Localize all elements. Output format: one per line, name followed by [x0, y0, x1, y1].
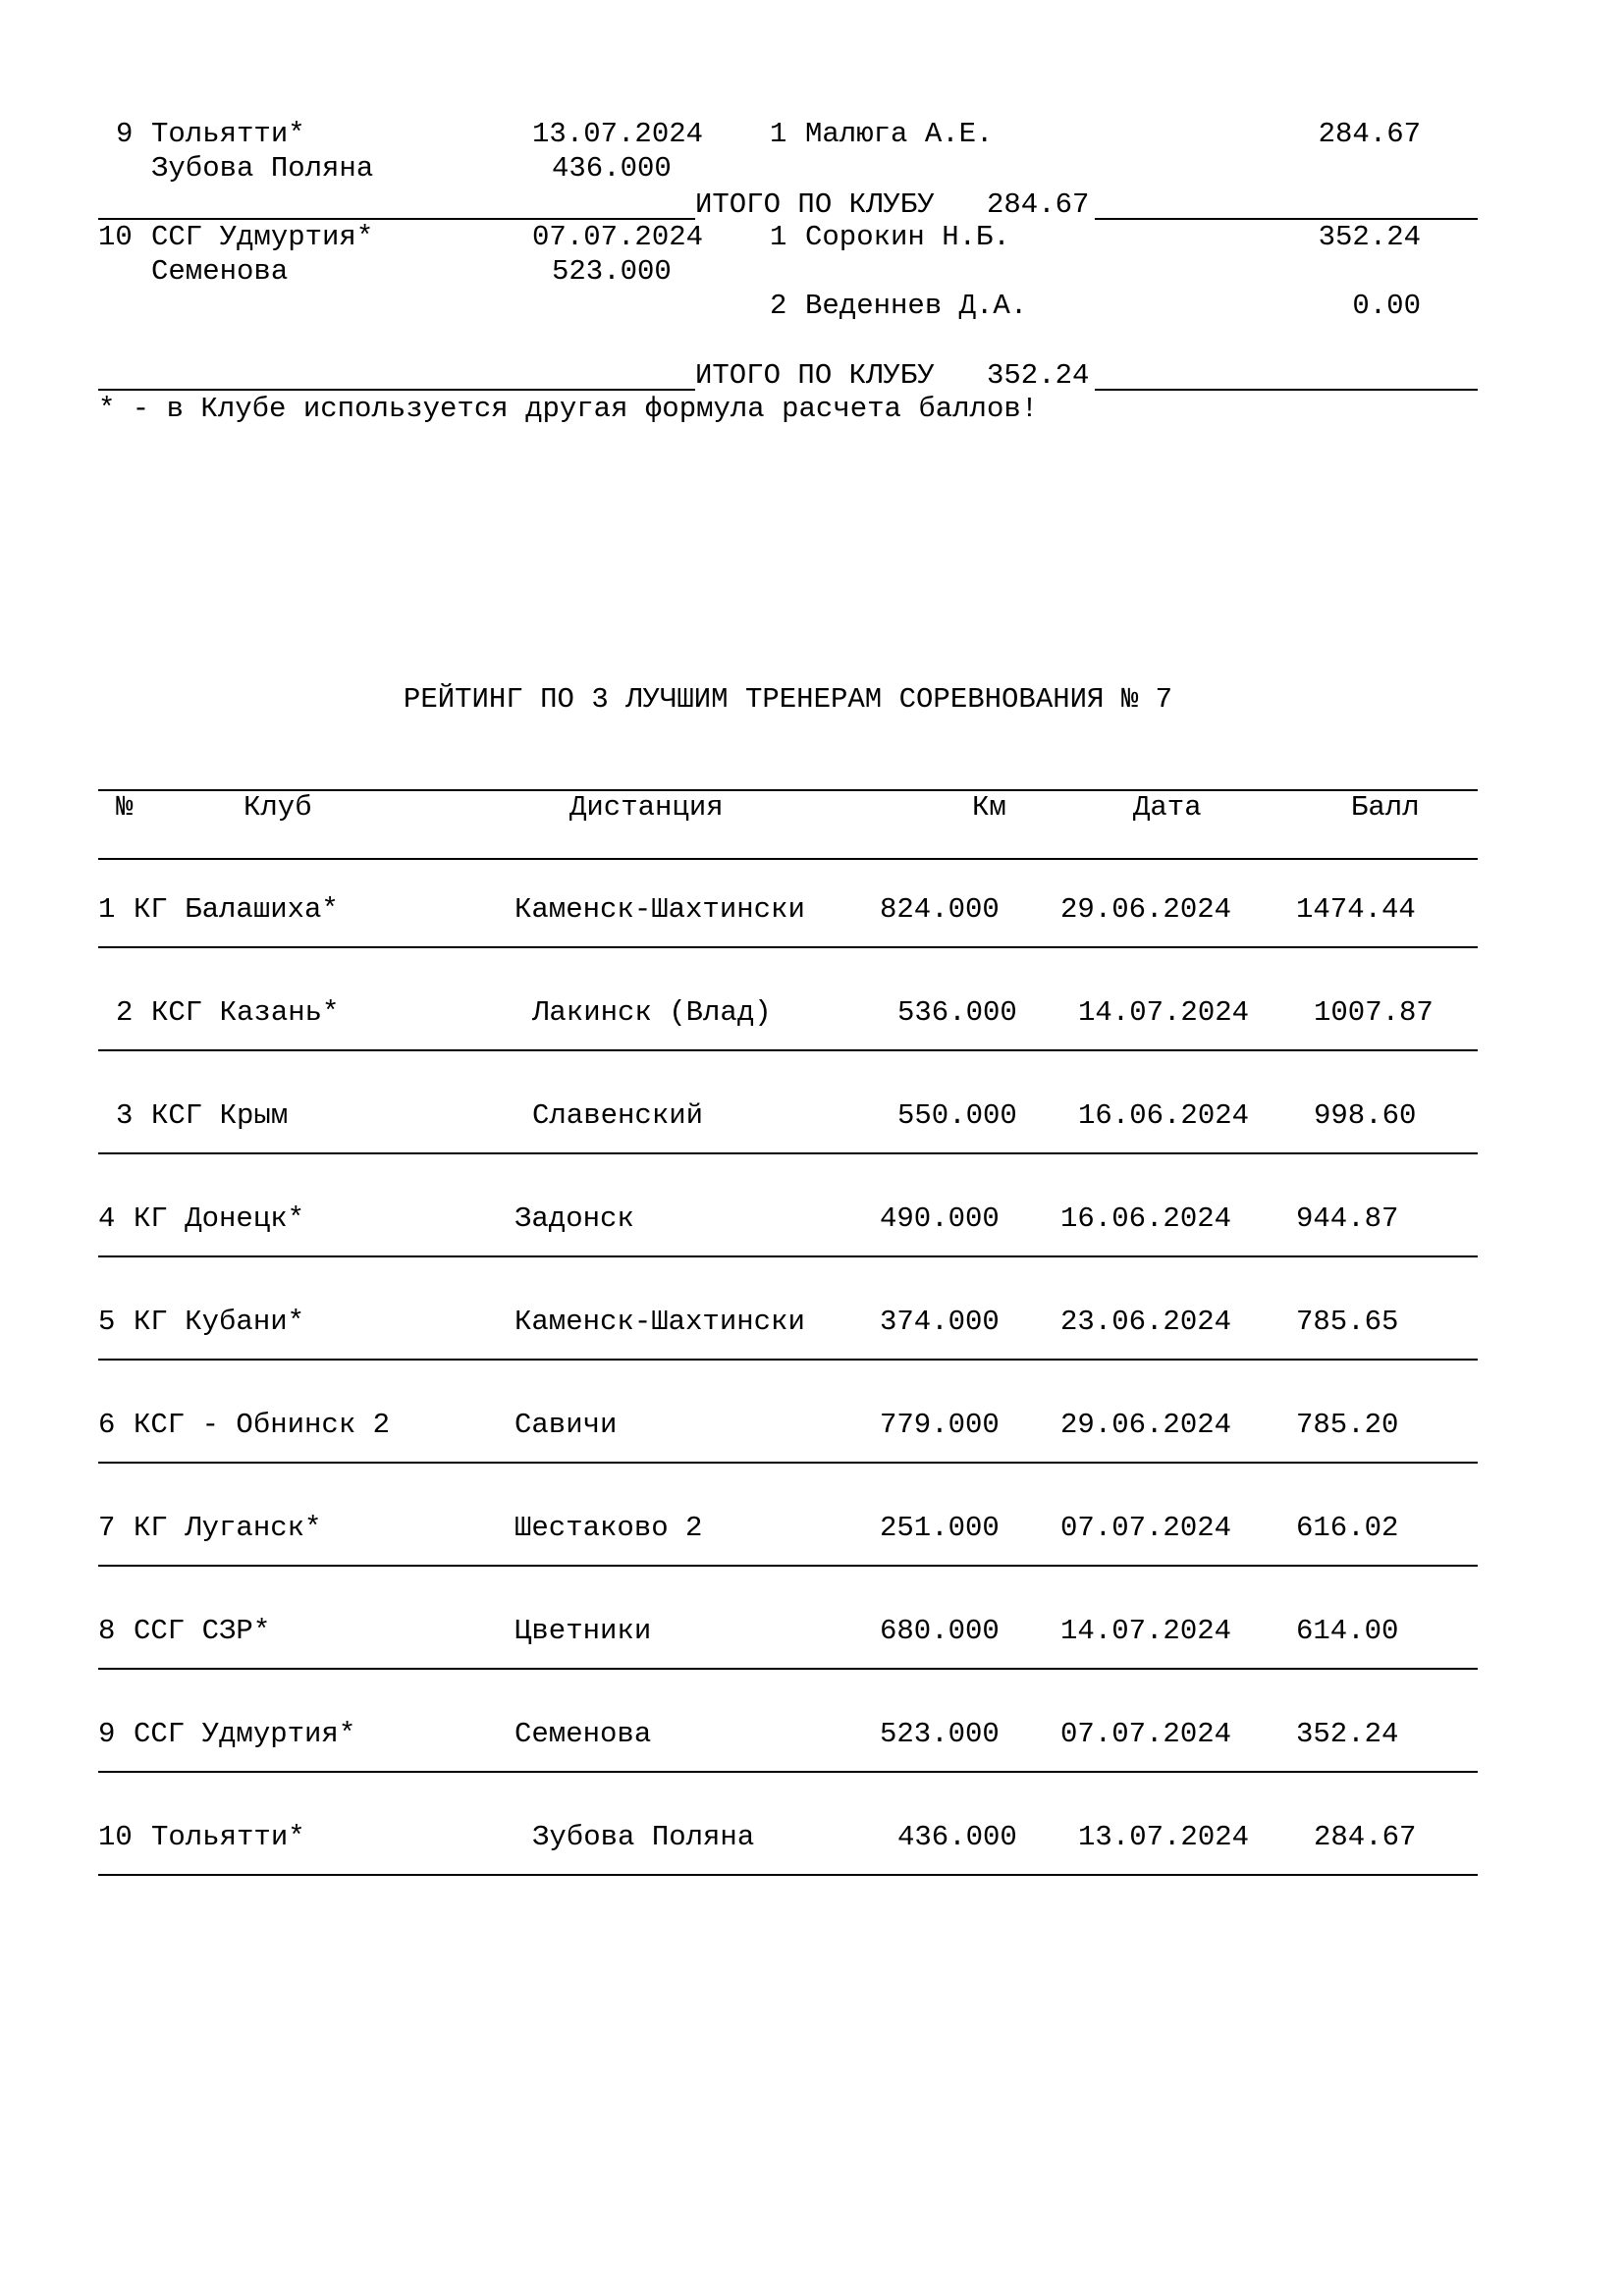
row-date: 16.06.2024: [1078, 1099, 1250, 1132]
club-km: 436.000: [552, 152, 672, 185]
row-num: 9: [98, 1718, 116, 1750]
row-date: 14.07.2024: [1078, 996, 1250, 1029]
row-date: 07.07.2024: [1060, 1512, 1232, 1544]
divider: [1095, 218, 1478, 220]
row-distance: Цветники: [514, 1615, 652, 1647]
row-score: 284.67: [1314, 1821, 1417, 1853]
row-km: 680.000: [880, 1615, 1000, 1647]
row-km: 550.000: [897, 1099, 1017, 1132]
row-score: 352.24: [1296, 1718, 1399, 1750]
row-club: ССГ Удмуртия*: [134, 1718, 356, 1750]
coach-rank: 1: [770, 118, 787, 150]
club-date: 13.07.2024: [532, 118, 704, 150]
row-distance: Каменск-Шахтински: [514, 893, 805, 926]
row-num: 1: [98, 893, 116, 926]
row-km: 824.000: [880, 893, 1000, 926]
header-distance: Дистанция: [569, 791, 724, 824]
row-club: КГ Балашиха*: [134, 893, 339, 926]
coach-rank: 2: [770, 290, 787, 322]
club-place: Семенова: [151, 255, 289, 288]
row-distance: Лакинск (Влад): [532, 996, 772, 1029]
row-club: Тольятти*: [151, 1821, 305, 1853]
row-km: 779.000: [880, 1409, 1000, 1441]
club-date: 07.07.2024: [532, 221, 704, 253]
row-club: КСГ Казань*: [151, 996, 340, 1029]
row-km: 374.000: [880, 1306, 1000, 1338]
row-num: 8: [98, 1615, 116, 1647]
footnote: * - в Клубе используется другая формула расчета баллов!: [98, 393, 1039, 425]
row-distance: Шестаково 2: [514, 1512, 703, 1544]
row-score: 785.20: [1296, 1409, 1399, 1441]
row-divider: [98, 1462, 1478, 1464]
row-num: 5: [98, 1306, 116, 1338]
row-club: КСГ - Обнинск 2: [134, 1409, 391, 1441]
row-distance: Зубова Поляна: [532, 1821, 755, 1853]
row-divider: [98, 1152, 1478, 1154]
header-bottom-border: [98, 858, 1478, 860]
row-distance: Каменск-Шахтински: [514, 1306, 805, 1338]
header-num: №: [116, 791, 134, 824]
row-distance: Савичи: [514, 1409, 618, 1441]
club-total-label: ИТОГО ПО КЛУБУ: [695, 359, 935, 392]
row-score: 944.87: [1296, 1202, 1399, 1235]
row-date: 16.06.2024: [1060, 1202, 1232, 1235]
divider: [98, 218, 695, 220]
row-divider: [98, 946, 1478, 948]
coach-rank: 1: [770, 221, 787, 253]
row-distance: Славенский: [532, 1099, 704, 1132]
row-score: 998.60: [1314, 1099, 1417, 1132]
row-date: 29.06.2024: [1060, 1409, 1232, 1441]
club-km: 523.000: [552, 255, 672, 288]
divider: [1095, 389, 1478, 391]
row-divider: [98, 1049, 1478, 1051]
row-distance: Семенова: [514, 1718, 652, 1750]
divider: [98, 389, 695, 391]
club-name: ССГ Удмуртия*: [151, 221, 374, 253]
coach-score: 352.24: [1318, 221, 1421, 253]
club-total-label: ИТОГО ПО КЛУБУ: [695, 188, 935, 221]
club-place: Зубова Поляна: [151, 152, 374, 185]
row-club: КГ Луганск*: [134, 1512, 322, 1544]
row-date: 14.07.2024: [1060, 1615, 1232, 1647]
row-num: 4: [98, 1202, 116, 1235]
row-club: КГ Донецк*: [134, 1202, 305, 1235]
row-km: 523.000: [880, 1718, 1000, 1750]
row-num: 2: [116, 996, 134, 1029]
coach-name: Веденнев Д.А.: [805, 290, 1028, 322]
header-km: Км: [972, 791, 1006, 824]
row-km: 251.000: [880, 1512, 1000, 1544]
row-club: ССГ СЗР*: [134, 1615, 271, 1647]
coach-name: Сорокин Н.Б.: [805, 221, 1010, 253]
club-total-value: 284.67: [987, 188, 1090, 221]
row-distance: Задонск: [514, 1202, 634, 1235]
row-divider: [98, 1565, 1478, 1567]
row-num: 6: [98, 1409, 116, 1441]
row-club: КГ Кубани*: [134, 1306, 305, 1338]
row-score: 1474.44: [1296, 893, 1416, 926]
row-km: 436.000: [897, 1821, 1017, 1853]
rating-title: РЕЙТИНГ ПО 3 ЛУЧШИМ ТРЕНЕРАМ СОРЕВНОВАНИЯ № 7: [403, 683, 1173, 716]
coach-score: 0.00: [1352, 290, 1421, 322]
row-date: 23.06.2024: [1060, 1306, 1232, 1338]
club-number: 10: [98, 221, 133, 253]
row-date: 13.07.2024: [1078, 1821, 1250, 1853]
row-divider: [98, 1255, 1478, 1257]
row-date: 07.07.2024: [1060, 1718, 1232, 1750]
row-divider: [98, 1359, 1478, 1361]
row-score: 614.00: [1296, 1615, 1399, 1647]
row-divider: [98, 1668, 1478, 1670]
row-divider: [98, 1771, 1478, 1773]
header-score: Балл: [1351, 791, 1420, 824]
row-num: 10: [98, 1821, 133, 1853]
club-number: 9: [116, 118, 134, 150]
row-score: 1007.87: [1314, 996, 1434, 1029]
row-km: 536.000: [897, 996, 1017, 1029]
club-total-value: 352.24: [987, 359, 1090, 392]
row-divider: [98, 1874, 1478, 1876]
row-score: 785.65: [1296, 1306, 1399, 1338]
row-num: 7: [98, 1512, 116, 1544]
coach-name: Малюга А.Е.: [805, 118, 994, 150]
row-club: КСГ Крым: [151, 1099, 289, 1132]
row-score: 616.02: [1296, 1512, 1399, 1544]
row-num: 3: [116, 1099, 134, 1132]
coach-score: 284.67: [1318, 118, 1421, 150]
club-name: Тольятти*: [151, 118, 305, 150]
header-club: Клуб: [244, 791, 312, 824]
row-km: 490.000: [880, 1202, 1000, 1235]
header-date: Дата: [1133, 791, 1202, 824]
row-date: 29.06.2024: [1060, 893, 1232, 926]
